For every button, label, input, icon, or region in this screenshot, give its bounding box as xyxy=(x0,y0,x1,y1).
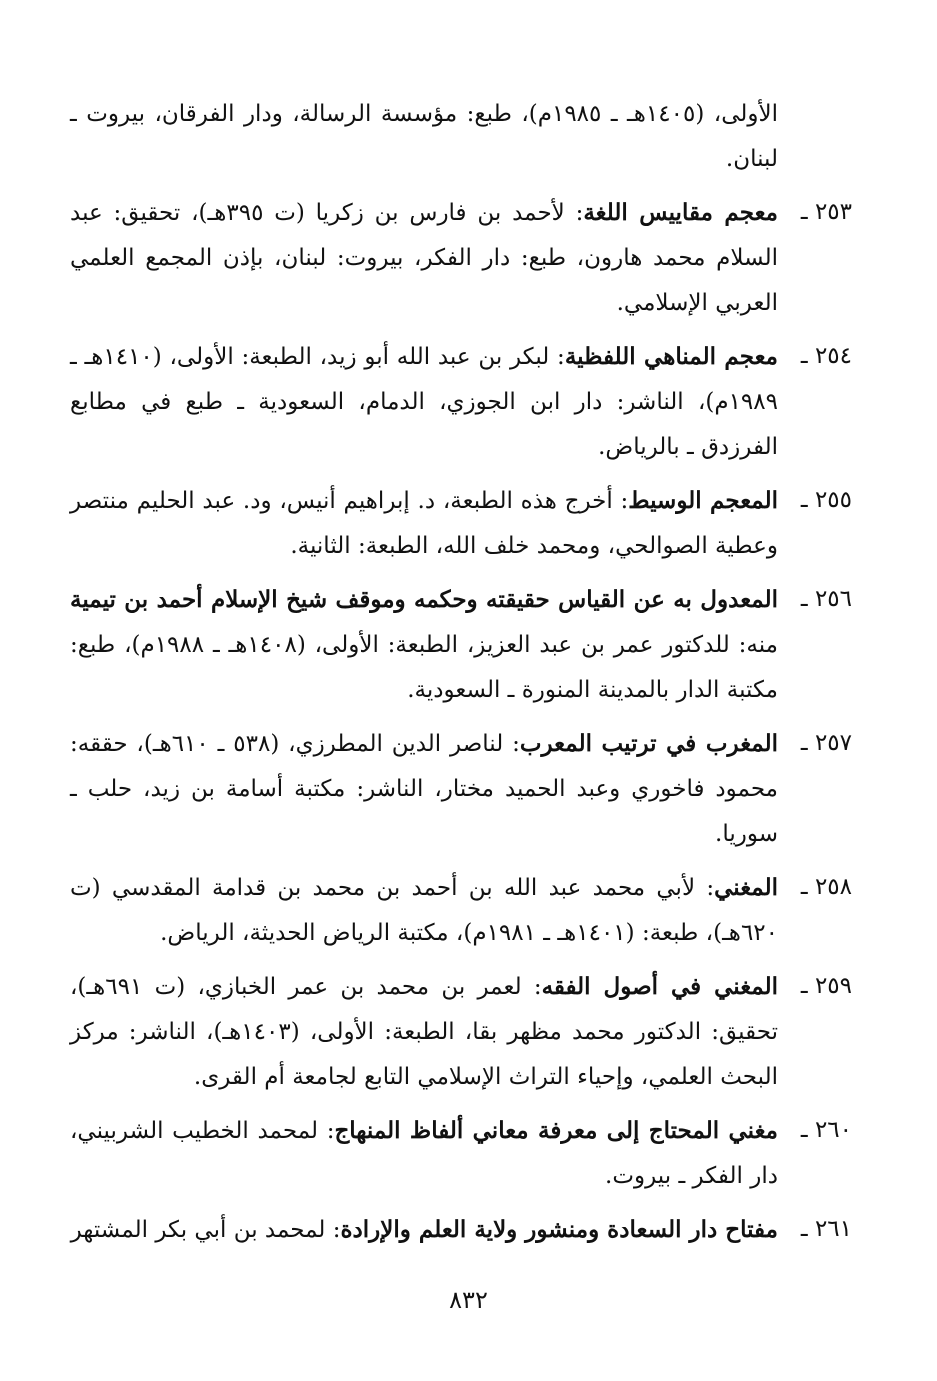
entry-number: ٢٥٤ ـ xyxy=(800,343,852,369)
entry-details: : لبكر بن عبد الله أبو زيد، الطبعة: الأولى، (١٤١٠هـ ـ ١٩٨٩م)، الناشر: دار ابن الجوزي، الدمام، السعودية ـ طبع في مطابع الفرزدق ـ بالرياض. xyxy=(70,344,778,460)
entry-details: : لناصر الدين المطرزي، (٥٣٨ ـ ٦١٠هـ)، حققه: محمود فاخوري وعبد الحميد مختار، الناشر: مكتبة أسامة بن زيد، حلب ـ سوريا. xyxy=(70,731,778,847)
entry-title: معجم مقاييس اللغة xyxy=(583,199,778,226)
entry-256 xyxy=(70,577,852,713)
entry-text xyxy=(70,964,778,1100)
entry-details: : لمحمد الخطيب الشربيني، دار الفكر ـ بيروت. xyxy=(70,1118,778,1189)
entry-text xyxy=(70,721,778,857)
entry-number: ٢٦١ ـ xyxy=(800,1216,852,1242)
entry-number: ٢٥٧ ـ xyxy=(800,730,852,756)
entry-title: المعدول به عن القياس حقيقته وحكمه وموقف شيخ الإسلام أحمد بن تيمية xyxy=(70,586,778,613)
entry-number: ٢٥٦ ـ xyxy=(800,586,852,612)
entry-259 xyxy=(70,964,852,1100)
entry-details: منه: للدكتور عمر بن عبد العزيز، الطبعة: الأولى، (١٤٠٨هـ ـ ١٩٨٨م)، طبع: مكتبة الدار بالمدينة المنورة ـ السعودية. xyxy=(70,632,778,703)
entry-title: معجم المناهي اللفظية xyxy=(564,343,778,370)
entry-details: : لعمر بن محمد بن عمر الخبازي، (ت ٦٩١هـ)، تحقيق: الدكتور محمد مظهر بقا، الطبعة: الأولى، (١٤٠٣هـ)، الناشر: مركز البحث العلمي، وإحياء التراث الإسلامي التابع لجامعة أم القرى. xyxy=(70,974,778,1090)
entry-254 xyxy=(70,334,852,470)
entry-text xyxy=(70,1207,778,1253)
bibliography-page xyxy=(70,92,852,1261)
entry-257 xyxy=(70,721,852,857)
entry-number: ٢٥٥ ـ xyxy=(800,487,852,513)
entry-258 xyxy=(70,865,852,956)
continuation-paragraph: الأولى، (١٤٠٥هـ ـ ١٩٨٥م)، طبع: مؤسسة الرسالة، ودار الفرقان، بيروت ـ لبنان. xyxy=(70,101,778,172)
entry-text xyxy=(70,577,778,713)
entry-title: المغرب في ترتيب المعرب xyxy=(519,730,778,757)
entry-253 xyxy=(70,190,852,326)
entry-text xyxy=(70,334,778,470)
entry-details: : لأبي محمد عبد الله بن أحمد بن محمد بن قدامة المقدسي (ت ٦٢٠هـ)، طبعة: (١٤٠١هـ ـ ١٩٨١م)، مكتبة الرياض الحديثة، الرياض. xyxy=(70,875,778,946)
entry-260 xyxy=(70,1108,852,1199)
entry-title: مغني المحتاج إلى معرفة معاني ألفاظ المنهاج xyxy=(334,1117,778,1144)
entry-number: ٢٦٠ ـ xyxy=(800,1117,852,1143)
entry-number: ٢٥٩ ـ xyxy=(800,973,852,999)
entry-number: ٢٥٣ ـ xyxy=(800,199,852,225)
entry-details: : لأحمد بن فارس بن زكريا (ت ٣٩٥هـ)، تحقيق: عبد السلام محمد هارون، طبع: دار الفكر، بيروت: لبنان، بإذن المجمع العلمي العربي الإسلامي. xyxy=(70,200,778,316)
entry-number: ٢٥٨ ـ xyxy=(800,874,852,900)
entry-261 xyxy=(70,1207,852,1253)
entry-text xyxy=(70,478,778,569)
entry-title: المغني xyxy=(714,874,778,901)
entry-title: المعجم الوسيط xyxy=(628,487,778,514)
entry-title: المغني في أصول الفقه xyxy=(541,973,778,1000)
entry-255 xyxy=(70,478,852,569)
entry-details: : لمحمد بن أبي بكر المشتهر xyxy=(70,1217,341,1243)
entry-text xyxy=(70,1108,778,1199)
entry-text xyxy=(70,865,778,956)
page-number: ٨٣٢ xyxy=(449,1286,488,1314)
entry-details: : أخرج هذه الطبعة، د. إبراهيم أنيس، ود. عبد الحليم منتصر وعطية الصوالحي، ومحمد خلف الله، الطبعة: الثانية. xyxy=(70,488,778,559)
entry-text xyxy=(70,190,778,326)
entry-title: مفتاح دار السعادة ومنشور ولاية العلم والإرادة xyxy=(340,1216,778,1243)
